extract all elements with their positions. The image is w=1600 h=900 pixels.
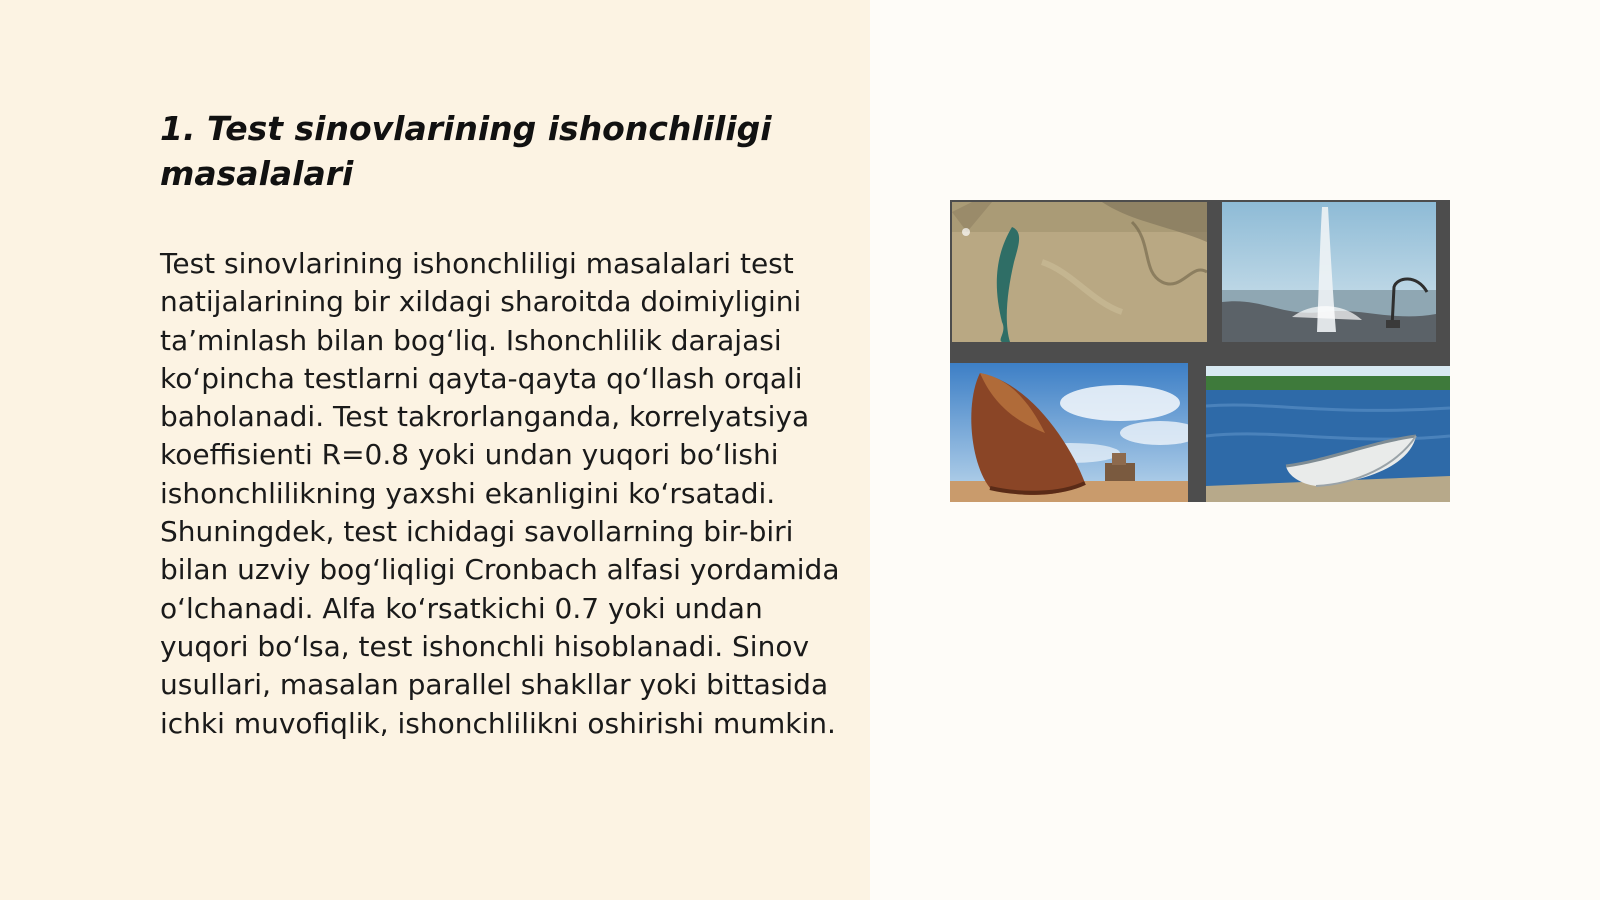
slide-body-text: Test sinovlarining ishonchliligi masalalari test natijalarining bir xildagi sharoitda doimiyligini ta’minlash bilan bog‘liq. Ishonchlilik darajasi ko‘pincha testlarni qayta-qayta qo‘llash orqali baholanadi. Test takrorlanganda, korrelyatsiya koeffisienti R=0.8 yoki undan yuqori bo‘lishi ishonchlilikning yaxshi ekanligini ko‘rsatadi. Shuningdek, test ichidagi savollarning bir-biri bilan uzviy bog‘liqligi Cronbach alfasi yordamida o‘lchanadi. Alfa ko‘rsatkichi 0.7 yoki undan yuqori bo‘lsa, test ishonchli hisoblanadi. Sinov usullari, masalan parallel shakllar yoki bittasida ichki muvofiqlik, ishonchlilikni oshirishi mumkin. [160,247,840,740]
rusty-ship-image [950,363,1188,502]
image-collage [950,200,1450,502]
slide-title: 1. Test sinovlarining ishonchliligi masalalari [160,109,772,193]
satellite-map-image [952,202,1207,342]
water-geyser-image [1222,202,1436,342]
rowboat-on-water-image [1206,366,1450,502]
